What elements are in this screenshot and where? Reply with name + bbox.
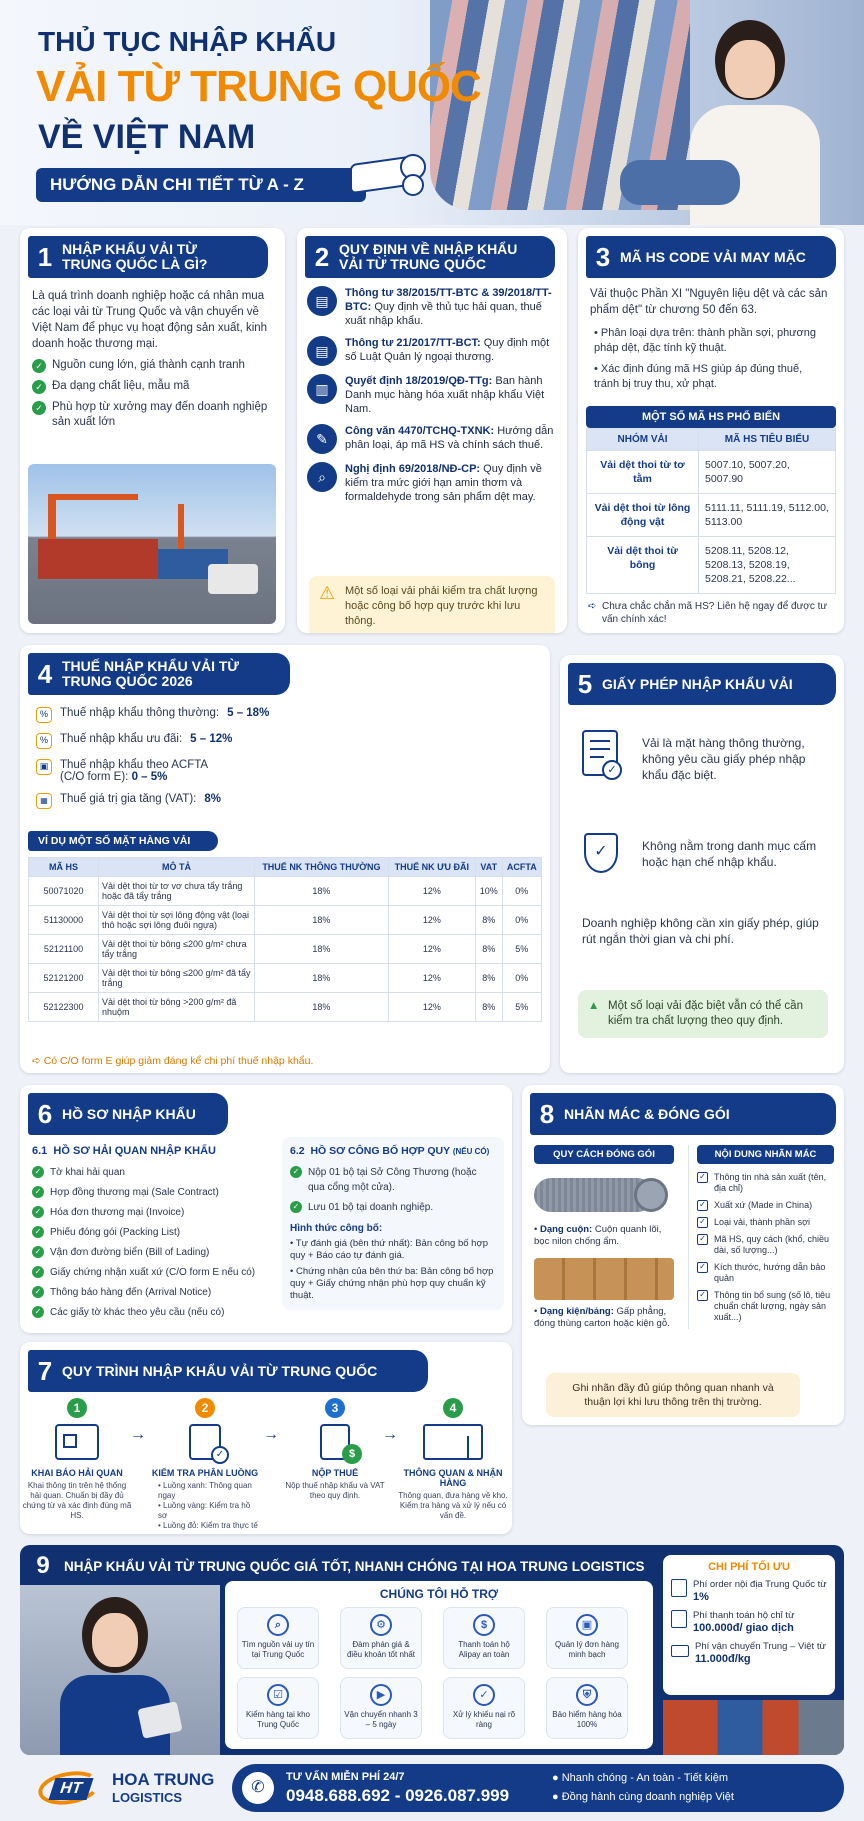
section-5-title: GIẤY PHÉP NHẬP KHẨU VẢI bbox=[602, 675, 793, 692]
service-order-management[interactable]: ▣ Quản lý đơn hàng minh bạch bbox=[546, 1607, 628, 1669]
support-panel bbox=[225, 1581, 653, 1749]
check-icon: ✓ bbox=[290, 1166, 302, 1178]
clipboard-icon: ▥ bbox=[307, 374, 337, 404]
regulation-item: ▤ Thông tư 38/2015/TT-BTC & 39/2018/TT-BTC: Quy định về thủ tục hải quan, thuế xuất nhập khẩu. bbox=[307, 286, 559, 328]
section-4-header bbox=[28, 653, 290, 695]
footer bbox=[20, 1762, 844, 1814]
section-7-header bbox=[28, 1350, 428, 1392]
vat-icon: ▦ bbox=[36, 793, 52, 809]
section-4-number: 4 bbox=[37, 658, 53, 689]
step-number: 3 bbox=[325, 1398, 345, 1418]
arrow-right-icon: → bbox=[263, 1426, 279, 1443]
label-item: ✓ Thông tin nhà sản xuất (tên, địa chỉ) bbox=[697, 1172, 834, 1194]
arrow-right-icon: ➪ bbox=[32, 1055, 44, 1067]
section-6-card bbox=[20, 1085, 512, 1333]
clipboard-check-icon: ✓ bbox=[189, 1424, 221, 1460]
section-9-banner bbox=[20, 1545, 844, 1755]
hs-table-title: MỘT SỐ MÃ HS PHỔ BIẾN bbox=[586, 406, 836, 428]
section-3-title: MÃ HS CODE VẢI MAY MẶC bbox=[620, 248, 806, 265]
cost-panel bbox=[663, 1555, 835, 1695]
check-box-icon: ✓ bbox=[697, 1290, 708, 1301]
check-box-icon: ✓ bbox=[697, 1234, 708, 1245]
fabric-rolls-photo bbox=[534, 1172, 674, 1220]
settings-icon: ✓ bbox=[473, 1684, 495, 1706]
tax-rate-item: % Thuế nhập khẩu ưu đãi: 5 – 12% bbox=[36, 733, 336, 749]
cost-title: CHI PHÍ TỐI ƯU bbox=[708, 1561, 790, 1573]
license-doc-icon: ✓ bbox=[582, 730, 618, 776]
point-item: ✓ Nguồn cung lớn, giá thành cạnh tranh bbox=[32, 358, 272, 373]
table-row: Vải dệt thoi từ tơ tằm 5007.10, 5007.20, 5007.90 bbox=[587, 451, 836, 494]
section-3-bullets bbox=[594, 326, 830, 392]
table-row: 52121100 Vải dệt thoi từ bông ≤200 g/m² chưa tẩy trắng 18% 12% 8% 5% bbox=[29, 935, 542, 964]
doc-item: ✓ Lưu 01 bộ tại doanh nghiệp. bbox=[290, 1200, 496, 1215]
doc-item: ✓ Các giấy tờ khác theo yêu cầu (nếu có) bbox=[32, 1305, 282, 1320]
table-row: 51130000 Vải dệt thoi từ sợi lông động vật (loại thô hoặc sợi lông đuôi ngựa) 18% 12% 8% 0% bbox=[29, 906, 542, 935]
section-2-card bbox=[297, 228, 567, 633]
section-1-points bbox=[32, 358, 272, 436]
section-1-title: NHẬP KHẨU VẢI TỪ TRUNG QUỐC LÀ GÌ? bbox=[62, 241, 208, 272]
customs-docs bbox=[32, 1145, 282, 1325]
section-5-number: 5 bbox=[577, 668, 593, 699]
staff-photo bbox=[20, 1585, 220, 1755]
check-box-icon: ✓ bbox=[697, 1262, 708, 1273]
percent-icon: % bbox=[36, 733, 52, 749]
service-sourcing[interactable]: ⌕ Tìm nguồn vải uy tín tại Trung Quốc bbox=[237, 1607, 319, 1669]
arrow-right-icon: → bbox=[130, 1426, 146, 1443]
doc-item: ✓ Hợp đồng thương mại (Sale Contract) bbox=[32, 1185, 282, 1200]
subsection-6-1: 6.1 HỒ SƠ HẢI QUAN NHẬP KHẨU bbox=[32, 1145, 216, 1157]
check-box-icon: ✓ bbox=[697, 1172, 708, 1183]
process-step-1: 1 KHAI BÁO HẢI QUAN Khai thông tin trên hệ thống hải quan. Chuẩn bị đầy đủ chứng từ và xác định đúng mã HS. bbox=[22, 1398, 132, 1521]
contact-bar[interactable] bbox=[232, 1764, 844, 1812]
packing-bale: • Dạng kiện/bảng: Gấp phẳng, đóng thùng carton hoặc kiện gỗ. bbox=[534, 1306, 670, 1329]
tax-example-title: VÍ DỤ MỘT SỐ MẶT HÀNG VẢI bbox=[28, 831, 218, 851]
license-note: ▲ Một số loại vải đặc biệt vẫn có thể cần kiểm tra chất lượng theo quy định. bbox=[578, 990, 828, 1038]
step-number: 4 bbox=[443, 1398, 463, 1418]
section-2-number: 2 bbox=[314, 241, 330, 272]
tax-rate-item: ▦ Thuế giá trị gia tăng (VAT): 8% bbox=[36, 793, 336, 809]
service-inspection[interactable]: ☑ Kiểm hàng tại kho Trung Quốc bbox=[237, 1677, 319, 1739]
section-1-header bbox=[28, 236, 268, 278]
hero bbox=[0, 0, 864, 225]
check-icon: ✓ bbox=[290, 1201, 302, 1213]
hs-table bbox=[586, 428, 836, 594]
doc-item: ✓ Tờ khai hải quan bbox=[32, 1165, 282, 1180]
check-icon: ✓ bbox=[32, 1266, 44, 1278]
cost-item: Phí vận chuyển Trung – Việt từ 11.000đ/kg bbox=[671, 1641, 827, 1666]
label-item: ✓ Thông tin bổ sung (số lô, tiêu chuẩn chất lượng, ngày sản xuất...) bbox=[697, 1290, 834, 1323]
hero-subtitle: HƯỚNG DẪN CHI TIẾT TỪ A - Z bbox=[50, 175, 304, 194]
section-7-number: 7 bbox=[37, 1355, 53, 1386]
section-7-title: QUY TRÌNH NHẬP KHẨU VẢI TỪ TRUNG QUỐC bbox=[62, 1362, 378, 1379]
license-text-3: Doanh nghiệp không cần xin giấy phép, giúp rút ngắn thời gian và chi phí. bbox=[582, 916, 819, 946]
box-icon: ▣ bbox=[576, 1614, 598, 1636]
packing-column bbox=[534, 1145, 674, 1330]
woman-photo bbox=[660, 10, 860, 225]
tax-table: MÃ HS MÔ TẢ THUẾ NK THÔNG THƯỜNG THUẾ NK ƯU ĐÃI VAT ACFTA 50071020 Vải dệt thoi từ tơ vơ chưa tẩy trắng hoặc đã tẩy trắng 18% 12% 10% 0% 51130000 Vải dệt thoi từ sợi lông động vật (loại thô hoặc sợi lông đuôi ngựa) 18% 12% 8% 0% 52121100 Vải dệt thoi từ bông ≤200 g/m² chưa tẩy trắng 18% 12% 8% 5% 52121200 Vải dệt thoi từ bông ≤200 g/m² đã tẩy trắng 18% 12% 8% 0% 52122300 Vải dệt thoi từ bông >200 g/m² đã nhuộm 18% 12% 8% 5% bbox=[28, 857, 542, 1022]
section-6-header bbox=[28, 1093, 228, 1135]
label-item: ✓ Loại vải, thành phần sợi bbox=[697, 1217, 834, 1228]
label-item: ✓ Mã HS, quy cách (khổ, chiều dài, số lượng...) bbox=[697, 1234, 834, 1256]
doc-item: ✓ Hóa đơn thương mại (Invoice) bbox=[32, 1205, 282, 1220]
phone-icon: ✆ bbox=[242, 1772, 274, 1804]
shield-icon: ⛨ bbox=[576, 1684, 598, 1706]
subsection-6-2: 6.2 HỒ SƠ CÔNG BỐ HỢP QUY (NẾU CÓ) bbox=[290, 1145, 490, 1157]
point-item: ✓ Đa dạng chất liệu, mẫu mã bbox=[32, 379, 272, 394]
check-icon: ✓ bbox=[32, 1166, 44, 1178]
hero-subtitle-bar bbox=[36, 168, 366, 202]
table-row: Vải dệt thoi từ lông động vật 5111.11, 5111.19, 5112.00, 5113.00 bbox=[587, 494, 836, 537]
arrow-right-icon: ➪ bbox=[588, 601, 597, 612]
tax-note: ➪ Có C/O form E giúp giảm đáng kể chi phí thuế nhập khẩu. bbox=[32, 1055, 314, 1067]
receipt-icon bbox=[671, 1579, 687, 1597]
license-text-1: Vải là mặt hàng thông thường, không yêu cầu giấy phép nhập khẩu đặc biệt. bbox=[642, 736, 806, 782]
cost-item: Phí order nội địa Trung Quốc từ 1% bbox=[671, 1579, 827, 1604]
tagline-1: ● Nhanh chóng - An toàn - Tiết kiệm bbox=[552, 1772, 729, 1784]
magnifier-icon: ⌕ bbox=[307, 462, 337, 492]
form-item: • Tự đánh giá (bên thứ nhất): Bản công bố hợp quy + Báo cáo tự đánh giá. bbox=[290, 1238, 488, 1261]
fabric-roll-icon bbox=[350, 152, 430, 196]
truck-icon: ▶ bbox=[370, 1684, 392, 1706]
section-8-title: NHÃN MÁC & ĐÓNG GÓI bbox=[564, 1105, 730, 1122]
section-8-card bbox=[522, 1085, 844, 1425]
service-claims[interactable]: ✓ Xử lý khiếu nại rõ ràng bbox=[443, 1677, 525, 1739]
table-row: 52122300 Vải dệt thoi từ bông >200 g/m² đã nhuộm 18% 12% 8% 5% bbox=[29, 993, 542, 1022]
shield-icon: ✓ bbox=[584, 833, 618, 873]
section-2-header bbox=[305, 236, 555, 278]
hero-title-2: VẢI TỪ TRUNG QUỐC bbox=[36, 62, 481, 111]
truck-icon bbox=[671, 1645, 689, 1657]
handshake-icon: ⚙ bbox=[370, 1614, 392, 1636]
service-insurance[interactable]: ⛨ Bảo hiểm hàng hóa 100% bbox=[546, 1677, 628, 1739]
form-title: Hình thức công bố: bbox=[290, 1223, 383, 1234]
label-note: Ghi nhãn đầy đủ giúp thông quan nhanh và thuận lợi khi lưu thông trên thị trường. bbox=[546, 1373, 800, 1417]
hs-contact-note[interactable]: ➪ Chưa chắc chắn mã HS? Liên hệ ngay để được tư vấn chính xác! bbox=[588, 601, 828, 625]
label-column bbox=[688, 1145, 834, 1329]
regulation-item: ✎ Công văn 4470/TCHQ-TXNK: Hướng dẫn phân loại, áp mã HS và chính sách thuế. bbox=[307, 424, 559, 454]
check-icon: ✓ bbox=[32, 1206, 44, 1218]
warning-icon: ▲ bbox=[588, 1000, 600, 1012]
table-row: 52121200 Vải dệt thoi từ bông ≤200 g/m² đã tẩy trắng 18% 12% 8% 0% bbox=[29, 964, 542, 993]
check-icon: ✓ bbox=[32, 359, 46, 373]
point-item: ✓ Phù hợp từ xưởng may đến doanh nghiệp sản xuất lớn bbox=[32, 400, 272, 430]
cartons-photo bbox=[534, 1258, 674, 1300]
check-icon: ✓ bbox=[32, 1226, 44, 1238]
hs-col-codes: MÃ HS TIÊU BIỂU bbox=[699, 429, 836, 451]
check-icon: ✓ bbox=[32, 401, 46, 415]
step-number: 1 bbox=[67, 1398, 87, 1418]
process-steps bbox=[20, 1398, 512, 1532]
label-item: ✓ Kích thước, hướng dẫn bảo quản bbox=[697, 1262, 834, 1284]
label-title: NỘI DUNG NHÃN MÁC bbox=[697, 1145, 834, 1164]
section-1-desc: Là quá trình doanh nghiệp hoặc cá nhân mua các loại vải từ Trung Quốc và vận chuyển về Việt Nam để phục vụ hoạt động sản xuất, kinh doanh hoặc thương mại. bbox=[32, 290, 268, 350]
section-9-title: NHẬP KHẨU VẢI TỪ TRUNG QUỐC GIÁ TỐT, NHANH CHÓNG TẠI HOA TRUNG LOGISTICS bbox=[64, 1558, 645, 1574]
form-item: • Chứng nhận của bên thứ ba: Bản công bố hợp quy + Giấy chứng nhận phù hợp quy chuẩn kỹ thuật. bbox=[290, 1266, 494, 1301]
search-icon: ⌕ bbox=[267, 1614, 289, 1636]
lock-icon: ▣ bbox=[36, 759, 52, 775]
section-7-card bbox=[20, 1342, 512, 1534]
regulation-item: ▤ Thông tư 21/2017/TT-BCT: Quy định một số Luật Quản lý ngoại thương. bbox=[307, 336, 559, 366]
doc-item: ✓ Nộp 01 bộ tại Sở Công Thương (hoặc qua cổng một cửa). bbox=[290, 1165, 496, 1195]
check-icon: ✓ bbox=[32, 380, 46, 394]
section-4-card bbox=[20, 645, 550, 1073]
table-row: 50071020 Vải dệt thoi từ tơ vơ chưa tẩy trắng hoặc đã tẩy trắng 18% 12% 10% 0% bbox=[29, 877, 542, 906]
check-icon: ✓ bbox=[32, 1246, 44, 1258]
process-step-4: 4 THÔNG QUAN & NHẬN HÀNG Thông quan, đưa hàng về kho. Kiểm tra hàng và xử lý nếu có vấn đề. bbox=[398, 1398, 508, 1521]
section-2-warning: ⚠ Một số loại vải phải kiểm tra chất lượng hoặc công bố hợp quy trước khi lưu thông. bbox=[309, 576, 555, 633]
document-icon: ▤ bbox=[307, 336, 337, 366]
service-shipping[interactable]: ▶ Vận chuyển nhanh 3 – 5 ngày bbox=[340, 1677, 422, 1739]
regulation-item: ▥ Quyết định 18/2019/QĐ-TTg: Ban hành Danh mục hàng hóa xuất nhập khẩu Việt Nam. bbox=[307, 374, 559, 416]
check-icon: ✓ bbox=[32, 1306, 44, 1318]
label-item: ✓ Xuất xứ (Made in China) bbox=[697, 1200, 834, 1211]
section-9-header bbox=[28, 1551, 668, 1581]
section-4-title: THUẾ NHẬP KHẨU VẢI TỪ TRUNG QUỐC 2026 bbox=[62, 658, 240, 689]
regulation-item: ⌕ Nghị định 69/2018/NĐ-CP: Quy định về kiểm tra mức giới hạn amin thơm và formaldehyde trong sản phẩm dệt may. bbox=[307, 462, 559, 504]
service-payment[interactable]: $ Thanh toán hộ Alipay an toàn bbox=[443, 1607, 525, 1669]
hero-title-1: THỦ TỤC NHẬP KHẨU bbox=[38, 26, 337, 57]
arrow-right-icon: → bbox=[382, 1426, 398, 1443]
section-8-number: 8 bbox=[539, 1098, 555, 1129]
tax-rate-item: % Thuế nhập khẩu thông thường: 5 – 18% bbox=[36, 707, 336, 723]
section-1-number: 1 bbox=[37, 241, 53, 272]
inspect-icon: ☑ bbox=[267, 1684, 289, 1706]
pen-icon: ✎ bbox=[307, 424, 337, 454]
section-8-header bbox=[530, 1093, 836, 1135]
section-3-header bbox=[586, 236, 836, 278]
percent-icon: % bbox=[36, 707, 52, 723]
hs-col-group: NHÓM VẢI bbox=[587, 429, 699, 451]
brand-logo-icon: HT bbox=[38, 1768, 108, 1808]
section-9-number: 9 bbox=[36, 1552, 50, 1579]
section-5-header bbox=[568, 663, 836, 705]
containers-photo bbox=[663, 1700, 844, 1755]
support-title: CHÚNG TÔI HỖ TRỢ bbox=[379, 1587, 499, 1601]
hotline-phones[interactable]: 0948.688.692 - 0926.087.999 bbox=[286, 1786, 510, 1805]
process-step-2: 2 ✓ KIỂM TRA PHÂN LUỒNG • Luồng xanh: Thông quan ngay • Luồng vàng: Kiểm tra hồ sơ • Luồng đỏ: Kiểm tra thực tế bbox=[150, 1398, 260, 1531]
port-photo bbox=[28, 464, 276, 624]
hero-title-3: VỀ VIỆT NAM bbox=[38, 118, 256, 156]
section-3-desc: Vải thuộc Phần XI "Nguyên liệu dệt và các sản phẩm dệt" từ chương 50 đến 63. bbox=[590, 288, 828, 316]
bullet-item: • Phân loại dựa trên: thành phần sợi, phương pháp dệt, đặc tính kỹ thuật. bbox=[594, 327, 816, 354]
section-3-card bbox=[578, 228, 844, 633]
conformity-docs bbox=[282, 1137, 504, 1310]
calculator-icon: $ bbox=[320, 1424, 350, 1460]
section-6-title: HỒ SƠ NHẬP KHẨU bbox=[62, 1105, 196, 1122]
hotline-label: TƯ VẤN MIỄN PHÍ 24/7 bbox=[286, 1771, 405, 1783]
step-number: 2 bbox=[195, 1398, 215, 1418]
tax-rate-item: ▣ Thuế nhập khẩu theo ACFTA (C/O form E): 0 – 5% bbox=[36, 759, 336, 783]
check-circle-icon: ● bbox=[552, 1791, 562, 1803]
computer-icon bbox=[55, 1424, 99, 1460]
tax-rates bbox=[36, 707, 336, 809]
hs-table-wrap bbox=[586, 406, 836, 594]
tax-table-wrap bbox=[28, 857, 542, 1022]
section-6-number: 6 bbox=[37, 1098, 53, 1129]
packing-title: QUY CÁCH ĐÓNG GÓI bbox=[534, 1145, 674, 1164]
check-box-icon: ✓ bbox=[697, 1217, 708, 1228]
check-circle-icon: ● bbox=[552, 1772, 562, 1784]
section-3-number: 3 bbox=[595, 241, 611, 272]
regulation-list bbox=[307, 286, 559, 512]
brand-name: HOA TRUNG LOGISTICS bbox=[112, 1770, 215, 1805]
section-5-card bbox=[560, 655, 844, 1073]
service-negotiation[interactable]: ⚙ Đàm phán giá & điều khoản tốt nhất bbox=[340, 1607, 422, 1669]
section-2-title: QUY ĐỊNH VỀ NHẬP KHẨU VẢI TỪ TRUNG QUỐC bbox=[339, 241, 518, 272]
truck-icon bbox=[423, 1424, 483, 1460]
section-1-card bbox=[20, 228, 285, 633]
packing-roll: • Dạng cuộn: Cuộn quanh lõi, bọc nilon chống ẩm. bbox=[534, 1224, 662, 1247]
check-icon: ✓ bbox=[32, 1286, 44, 1298]
tagline-2: ● Đồng hành cùng doanh nghiệp Việt bbox=[552, 1791, 734, 1803]
check-box-icon: ✓ bbox=[697, 1200, 708, 1211]
table-row: Vải dệt thoi từ bông 5208.11, 5208.12, 5208.13, 5208.19, 5208.21, 5208.22... bbox=[587, 537, 836, 594]
doc-item: ✓ Thông báo hàng đến (Arrival Notice) bbox=[32, 1285, 282, 1300]
invoice-icon bbox=[671, 1610, 687, 1628]
document-icon: ▤ bbox=[307, 286, 337, 316]
doc-item: ✓ Vận đơn đường biển (Bill of Lading) bbox=[32, 1245, 282, 1260]
process-step-3: 3 $ NỘP THUẾ Nộp thuế nhập khẩu và VAT theo quy định. bbox=[280, 1398, 390, 1501]
cost-item: Phí thanh toán hộ chỉ từ 100.000đ/ giao dịch bbox=[671, 1610, 827, 1635]
license-text-2: Không nằm trong danh mục cấm hoặc hạn chế nhập khẩu. bbox=[642, 839, 817, 869]
doc-item: ✓ Giấy chứng nhận xuất xứ (C/O form E nếu có) bbox=[32, 1265, 282, 1280]
bullet-item: • Xác định đúng mã HS giúp áp đúng thuế, tránh bị truy thu, xử phạt. bbox=[594, 363, 803, 390]
doc-item: ✓ Phiếu đóng gói (Packing List) bbox=[32, 1225, 282, 1240]
dollar-icon: $ bbox=[473, 1614, 495, 1636]
check-icon: ✓ bbox=[32, 1186, 44, 1198]
